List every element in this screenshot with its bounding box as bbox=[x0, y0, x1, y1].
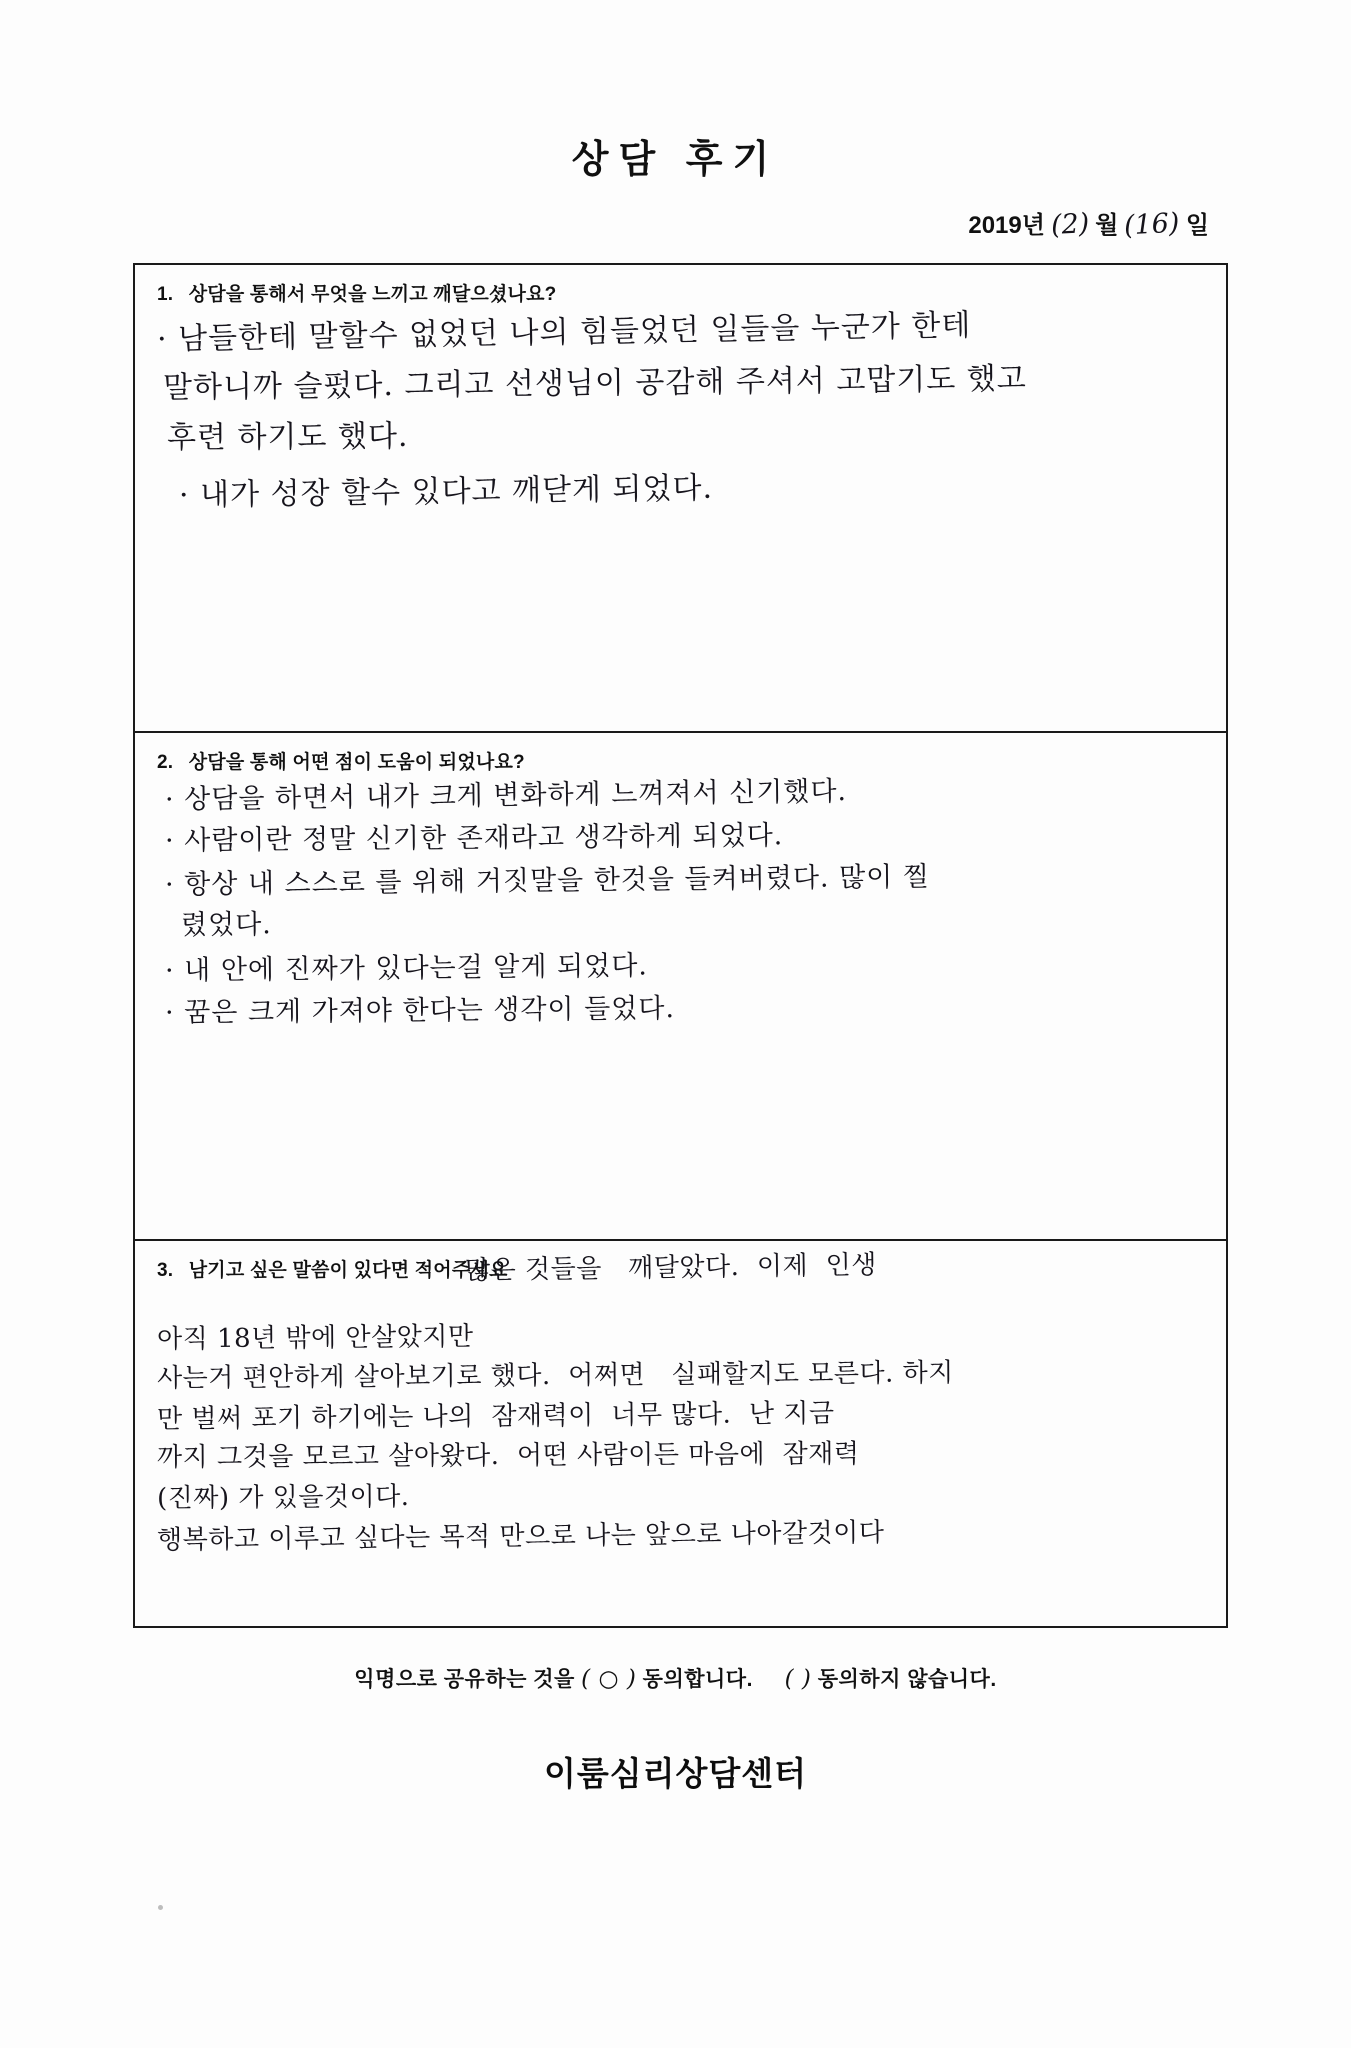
page-speck bbox=[158, 1905, 163, 1910]
question-3-number: 3. bbox=[157, 1260, 174, 1281]
answer-2-line-1: · 상담을 하면서 내가 크게 변화하게 느껴져서 신기했다. bbox=[164, 776, 848, 816]
date-year: 2019년 bbox=[968, 212, 1045, 239]
question-1-text: 상담을 통해서 무엇을 느끼고 깨달으셨나요? bbox=[188, 284, 557, 305]
answer-1-line-3: 후련 하기도 했다. bbox=[166, 418, 409, 456]
date-day-label: 일 bbox=[1185, 212, 1209, 239]
question-1-number: 1. bbox=[157, 284, 174, 305]
date-day-value: (16) bbox=[1123, 207, 1181, 242]
answer-3-line-5: (진짜) 가 있을것이다. bbox=[156, 1481, 410, 1514]
date-month-value: (2) bbox=[1050, 208, 1090, 241]
question-section-2 bbox=[135, 733, 1226, 1241]
question-2-label bbox=[157, 747, 1208, 774]
question-section-3 bbox=[135, 1241, 1226, 1626]
page-title: 상담 후기 bbox=[571, 139, 780, 181]
consent-line bbox=[0, 1663, 1351, 1693]
answer-3-first-line: 많은 것들을 깨달았다. 이제 인생 bbox=[464, 1250, 878, 1286]
question-2-number: 2. bbox=[157, 752, 174, 773]
consent-agree-checkbox[interactable]: ( ○ ) bbox=[581, 1666, 637, 1692]
question-2-text: 상담을 통해 어떤 점이 도움이 되었나요? bbox=[188, 752, 525, 773]
consent-disagree-label: 동의하지 않습니다. bbox=[817, 1668, 997, 1691]
answer-1-line-4: · 내가 성장 할수 있다고 깨닫게 되었다. bbox=[178, 470, 714, 514]
date-month-label: 월 bbox=[1095, 212, 1119, 239]
answer-1-line-2: 말하니까 슬펐다. 그리고 선생님이 공감해 주셔서 고맙기도 했고 bbox=[162, 361, 1027, 406]
answer-2-line-5: · 내 안에 진짜가 있다는걸 알게 되었다. bbox=[164, 950, 649, 987]
consent-agree-label: 동의합니다. bbox=[642, 1668, 753, 1691]
answer-3-line-6: 행복하고 이루고 싶다는 목적 만으로 나는 앞으로 나아갈것이다 bbox=[156, 1517, 885, 1556]
answer-3-line-4: 까지 그것을 모르고 살아왔다. 어떤 사람이든 마음에 잠재력 bbox=[156, 1439, 860, 1473]
form-box bbox=[133, 263, 1228, 1628]
answer-2-line-3: · 항상 내 스스로 를 위해 거짓말을 한것을 들켜버렸다. 많이 찔 bbox=[164, 861, 931, 901]
answer-1-line-1: · 남들한테 말할수 없었던 나의 힘들었던 일들을 누군가 한테 bbox=[156, 307, 972, 358]
answer-2-line-6: · 꿈은 크게 가져야 한다는 생각이 들었다. bbox=[164, 993, 676, 1029]
answer-3-line-2: 사는거 편안하게 살아보기로 했다. 어쩌면 실패할지도 모른다. 하지 bbox=[156, 1358, 954, 1394]
consent-disagree-checkbox[interactable]: ( ) bbox=[784, 1666, 812, 1692]
answer-2 bbox=[157, 776, 1208, 1029]
answer-2-line-4: 렸었다. bbox=[180, 909, 272, 941]
answer-3 bbox=[156, 1321, 1208, 1556]
date-line bbox=[968, 205, 1209, 240]
answer-1 bbox=[156, 307, 1208, 514]
footer-brand: 이룸심리상담센터 bbox=[543, 1755, 808, 1792]
question-1-label bbox=[157, 279, 1208, 306]
question-3-text: 남기고 싶은 말씀이 있다면 적어주세요 bbox=[188, 1260, 508, 1281]
answer-3-line-1: 아직 18년 밖에 안살았지만 bbox=[156, 1321, 474, 1355]
question-section-1 bbox=[135, 265, 1226, 733]
answer-3-line-3: 만 벌써 포기 하기에는 나의 잠재력이 너무 많다. 난 지금 bbox=[156, 1398, 835, 1435]
consent-prefix: 익명으로 공유하는 것을 bbox=[354, 1668, 575, 1691]
answer-2-line-2: · 사람이란 정말 신기한 존재라고 생각하게 되었다. bbox=[164, 820, 784, 857]
